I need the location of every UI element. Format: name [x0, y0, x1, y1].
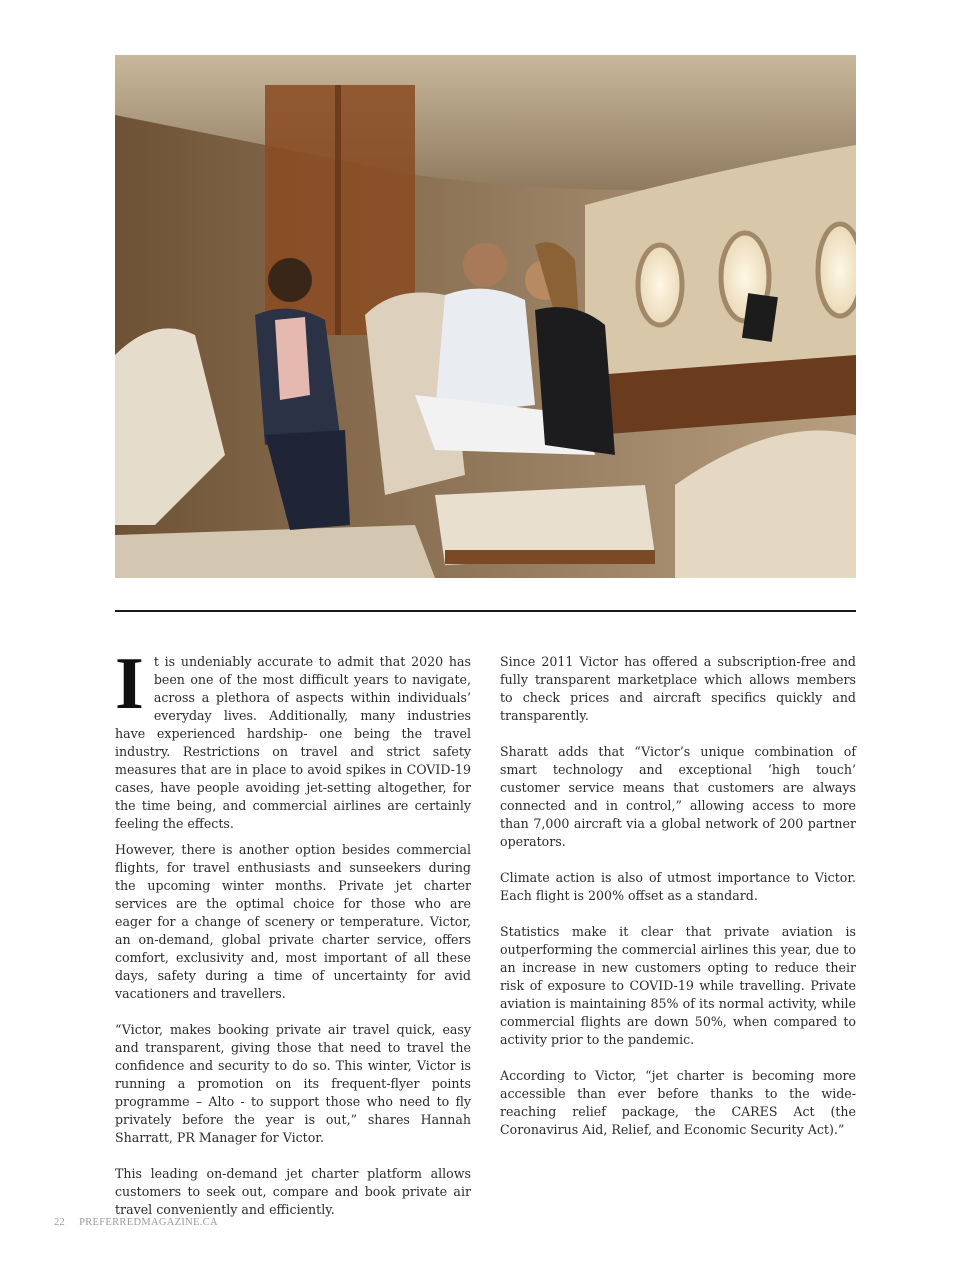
- article-paragraph: This leading on-demand jet charter platform allows customers to seek out, compare and book private air travel conveniently and efficiently.: [115, 1166, 471, 1217]
- cabin-photo: [115, 55, 856, 578]
- cabin-photo-illustration: [115, 55, 856, 578]
- article-column-left: [115, 643, 471, 1219]
- drop-cap: I: [115, 643, 144, 725]
- article-paragraph: Climate action is also of utmost importance to Victor. Each flight is 200% offset as a standard.: [500, 870, 856, 903]
- site-url: PREFERREDMAGAZINE.CA: [79, 1217, 218, 1228]
- page-footer: [54, 1217, 218, 1228]
- article-paragraph: It is undeniably accurate to admit that 2020 has been one of the most difficult years to navigate, across a plethora of aspects within individuals’ everyday lives. Additionally, many industries have experienced hardship- one being the travel industry. Restrictions on travel and strict safety measures that are in place to avoid spikes in COVID-19 cases, have people avoiding jet-setting altogether, for the time being, and commercial airlines are certainly feeling the effects.: [115, 643, 471, 831]
- article-paragraph: “Victor, makes booking private air travel quick, easy and transparent, giving those that need to travel the confidence and security to do so. This winter, Victor is running a promotion on its frequent-flyer points programme – Alto - to support those who need to fly privately before the year is out,” shares Hannah Sharratt, PR Manager for Victor.: [115, 1022, 471, 1145]
- page-number: 22: [54, 1217, 66, 1228]
- article-paragraph: Sharatt adds that “Victor’s unique combination of smart technology and exceptional ‘high touch’ customer service means that customers are always connected and in control,” allowing access to more than 7,000 aircraft via a global network of 200 partner operators.: [500, 744, 856, 849]
- article-paragraph: Statistics make it clear that private aviation is outperforming the commercial airlines this year, due to an increase in new customers opting to reduce their risk of exposure to COVID-19 while travelling. Private aviation is maintaining 85% of its normal activity, while commercial flights are down 50%, when compared to activity prior to the pandemic.: [500, 924, 856, 1047]
- article-paragraph: Since 2011 Victor has offered a subscription-free and fully transparent marketplace which allows members to check prices and aircraft specifics quickly and transparently.: [500, 654, 856, 723]
- article-paragraph: However, there is another option besides commercial flights, for travel enthusiasts and sunseekers during the upcoming winter months. Private jet charter services are the optimal choice for those who are eager for a change of scenery or temperature. Victor, an on-demand, global private charter service, offers comfort, exclusivity and, most important of all these days, safety during a time of uncertainty for avid vacationers and travellers.: [115, 842, 471, 1001]
- article-paragraph: According to Victor, “jet charter is becoming more accessible than ever before thanks to the wide-reaching relief package, the CARES Act (the Coronavirus Aid, Relief, and Economic Security Act).”: [500, 1068, 856, 1137]
- article-column-right: [500, 653, 856, 1139]
- section-divider: [115, 610, 856, 612]
